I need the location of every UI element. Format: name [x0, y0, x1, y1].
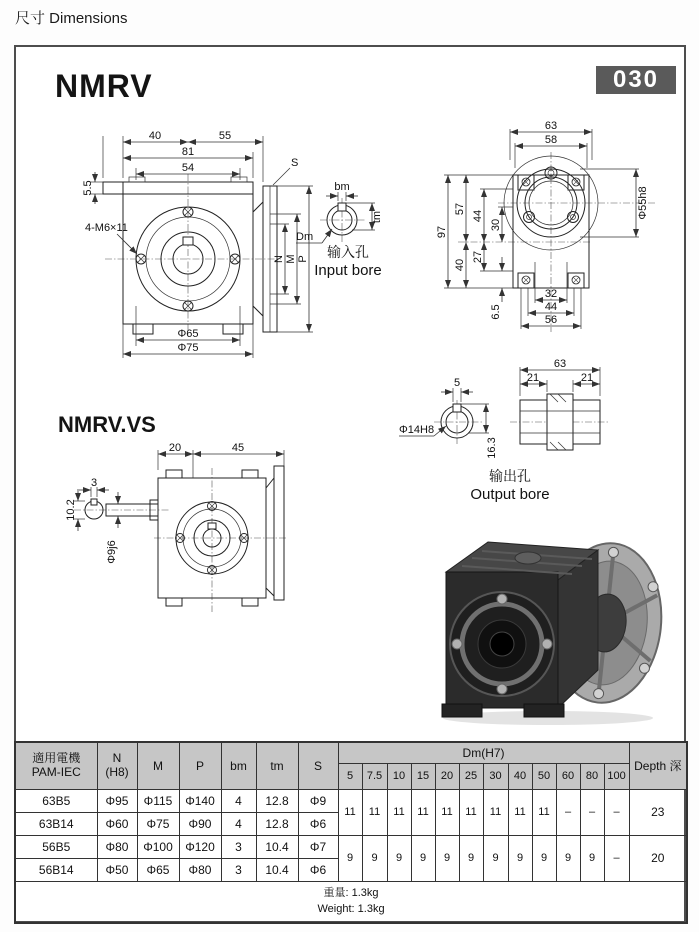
dm-size-15: 15	[411, 763, 435, 789]
dim-63: 63	[544, 120, 558, 132]
header-n-line2: (H8)	[105, 764, 129, 779]
page-title: 尺寸 Dimensions	[15, 10, 128, 27]
dim-6-5: 6.5	[490, 304, 502, 320]
output-bore-caption-zh: 输出孔	[489, 468, 531, 484]
header-n	[97, 742, 137, 789]
header-depth: Depth 深	[629, 742, 687, 789]
dm-size-10: 10	[387, 763, 411, 789]
dim-20: 20	[168, 442, 182, 454]
dim-54: 54	[181, 162, 195, 174]
weight-note-zh: 重量: 1.3kg	[323, 886, 379, 899]
label-dm: Dm	[296, 231, 314, 243]
cell-bm: 4	[221, 789, 256, 812]
cell-n: Φ50	[97, 858, 137, 881]
header-p: P	[179, 742, 221, 789]
dim-phi55h8: Φ55h8	[637, 186, 649, 220]
cell-dm: 11	[483, 789, 508, 835]
cell-tm: 10.4	[256, 835, 298, 858]
dm-size-80: 80	[580, 763, 604, 789]
dm-size-30: 30	[483, 763, 508, 789]
cell-dm: 9	[338, 835, 362, 881]
cell-p: Φ80	[179, 858, 221, 881]
dm-size-25: 25	[459, 763, 483, 789]
cell-dm: 9	[508, 835, 532, 881]
cell-dm: 9	[362, 835, 387, 881]
label-m: M	[285, 254, 297, 264]
label-phi14h8: Φ14H8	[399, 424, 435, 436]
dim-27: 27	[472, 250, 484, 264]
weight-note-en: Weight: 1.3kg	[317, 902, 385, 915]
cell-dm: 9	[435, 835, 459, 881]
cell-s: Φ6	[298, 858, 338, 881]
dm-size-60: 60	[556, 763, 580, 789]
dim-phi75: Φ75	[177, 342, 199, 354]
dim-5: 5	[453, 377, 461, 389]
dm-size-20: 20	[435, 763, 459, 789]
dim-63-shaft: 63	[553, 358, 567, 370]
cell-dm: 11	[411, 789, 435, 835]
vs-view-drawing	[65, 440, 290, 626]
cell-model: 56B14	[15, 858, 97, 881]
cell-m: Φ75	[137, 812, 179, 835]
dim-40r: 40	[454, 258, 466, 272]
header-n-line1: N	[112, 750, 122, 765]
cell-n: Φ60	[97, 812, 137, 835]
cell-bm: 4	[221, 812, 256, 835]
header-pam-iec	[15, 742, 97, 789]
dim-97: 97	[436, 225, 448, 239]
product-photo	[428, 520, 668, 728]
cell-p: Φ140	[179, 789, 221, 812]
cell-dm: 9	[411, 835, 435, 881]
dim-45: 45	[231, 442, 245, 454]
label-tm: tm	[371, 210, 383, 224]
output-bore-caption-en: Output bore	[470, 485, 550, 503]
input-bore-caption	[288, 244, 408, 280]
cell-m: Φ100	[137, 835, 179, 858]
dim-44: 44	[472, 209, 484, 223]
model-name-nmrv-vs: NMRV.VS	[58, 412, 156, 437]
table-row-63b5	[15, 789, 687, 812]
table-row-56b5	[15, 835, 687, 858]
cell-dm: 9	[532, 835, 556, 881]
header-s: S	[298, 742, 338, 789]
cell-tm: 10.4	[256, 858, 298, 881]
dim-56: 56	[544, 314, 558, 326]
dim-3: 3	[90, 477, 98, 489]
cell-dm: 9	[556, 835, 580, 881]
label-p: P	[297, 255, 309, 263]
cell-dm: 11	[435, 789, 459, 835]
dim-phi9j6: Φ9j6	[106, 540, 118, 564]
header-m: M	[137, 742, 179, 789]
label-bm: bm	[334, 181, 350, 193]
dm-size-7-5: 7.5	[362, 763, 387, 789]
label-s: S	[291, 157, 299, 169]
model-name-nmrv: NMRV	[55, 68, 153, 104]
cell-p: Φ90	[179, 812, 221, 835]
dim-40: 40	[148, 130, 162, 142]
dim-5-5: 5.5	[82, 180, 94, 196]
input-bore-caption-zh: 输入孔	[327, 244, 369, 260]
header-pam-iec-zh: 適用電機	[32, 750, 81, 765]
weight-note	[15, 881, 687, 923]
cell-dm: 11	[532, 789, 556, 835]
cell-dm: 11	[387, 789, 411, 835]
label-n: N	[273, 255, 285, 263]
header-bm: bm	[221, 742, 256, 789]
cell-model: 56B5	[15, 835, 97, 858]
dm-size-50: 50	[532, 763, 556, 789]
cell-n: Φ80	[97, 835, 137, 858]
table-note-row	[15, 881, 687, 923]
header-tm: tm	[256, 742, 298, 789]
dm-size-100: 100	[604, 763, 629, 789]
cell-tm: 12.8	[256, 812, 298, 835]
cell-m: Φ115	[137, 789, 179, 812]
cell-dm: 9	[483, 835, 508, 881]
dim-57: 57	[454, 202, 466, 216]
cell-p: Φ120	[179, 835, 221, 858]
cell-depth: 23	[629, 789, 687, 835]
output-bore-diagram	[398, 360, 648, 465]
label-bolt-spec: 4-M6×11	[85, 222, 128, 234]
cell-dm: 11	[338, 789, 362, 835]
cell-dm: –	[556, 789, 580, 835]
cell-bm: 3	[221, 858, 256, 881]
cell-dm: 9	[580, 835, 604, 881]
cell-dm: 11	[459, 789, 483, 835]
dim-phi65: Φ65	[177, 328, 199, 340]
cell-dm: 11	[362, 789, 387, 835]
dim-21-left: 21	[526, 372, 540, 384]
input-bore-diagram	[296, 180, 421, 252]
cell-n: Φ95	[97, 789, 137, 812]
dim-10-2: 10.2	[65, 499, 77, 521]
dim-32: 32	[544, 288, 558, 300]
cell-dm: 9	[459, 835, 483, 881]
cell-bm: 3	[221, 835, 256, 858]
cell-s: Φ9	[298, 789, 338, 812]
cell-tm: 12.8	[256, 789, 298, 812]
cell-dm: 9	[387, 835, 411, 881]
dim-81: 81	[181, 146, 195, 158]
rear-view-drawing	[436, 120, 670, 337]
dim-58: 58	[544, 134, 558, 146]
dm-size-40: 40	[508, 763, 532, 789]
cell-dm: 11	[508, 789, 532, 835]
dm-size-5: 5	[338, 763, 362, 789]
cell-dm: –	[580, 789, 604, 835]
dim-55: 55	[218, 130, 232, 142]
cell-m: Φ65	[137, 858, 179, 881]
dim-16-3: 16.3	[486, 437, 498, 459]
cell-dm: –	[604, 789, 629, 835]
cell-s: Φ7	[298, 835, 338, 858]
cell-depth: 20	[629, 835, 687, 881]
dim-44b: 44	[544, 301, 558, 313]
input-bore-caption-en: Input bore	[314, 261, 382, 279]
header-pam-iec-en: PAM-IEC	[31, 764, 81, 779]
dim-21-right: 21	[580, 372, 594, 384]
cell-dm: –	[604, 835, 629, 881]
cell-s: Φ6	[298, 812, 338, 835]
dimension-table	[14, 741, 688, 924]
output-bore-caption	[430, 468, 590, 504]
cell-model: 63B14	[15, 812, 97, 835]
header-dm-h7: Dm(H7)	[338, 742, 629, 763]
cell-model: 63B5	[15, 789, 97, 812]
size-code-badge: 030	[596, 66, 676, 94]
dim-30: 30	[490, 218, 502, 232]
